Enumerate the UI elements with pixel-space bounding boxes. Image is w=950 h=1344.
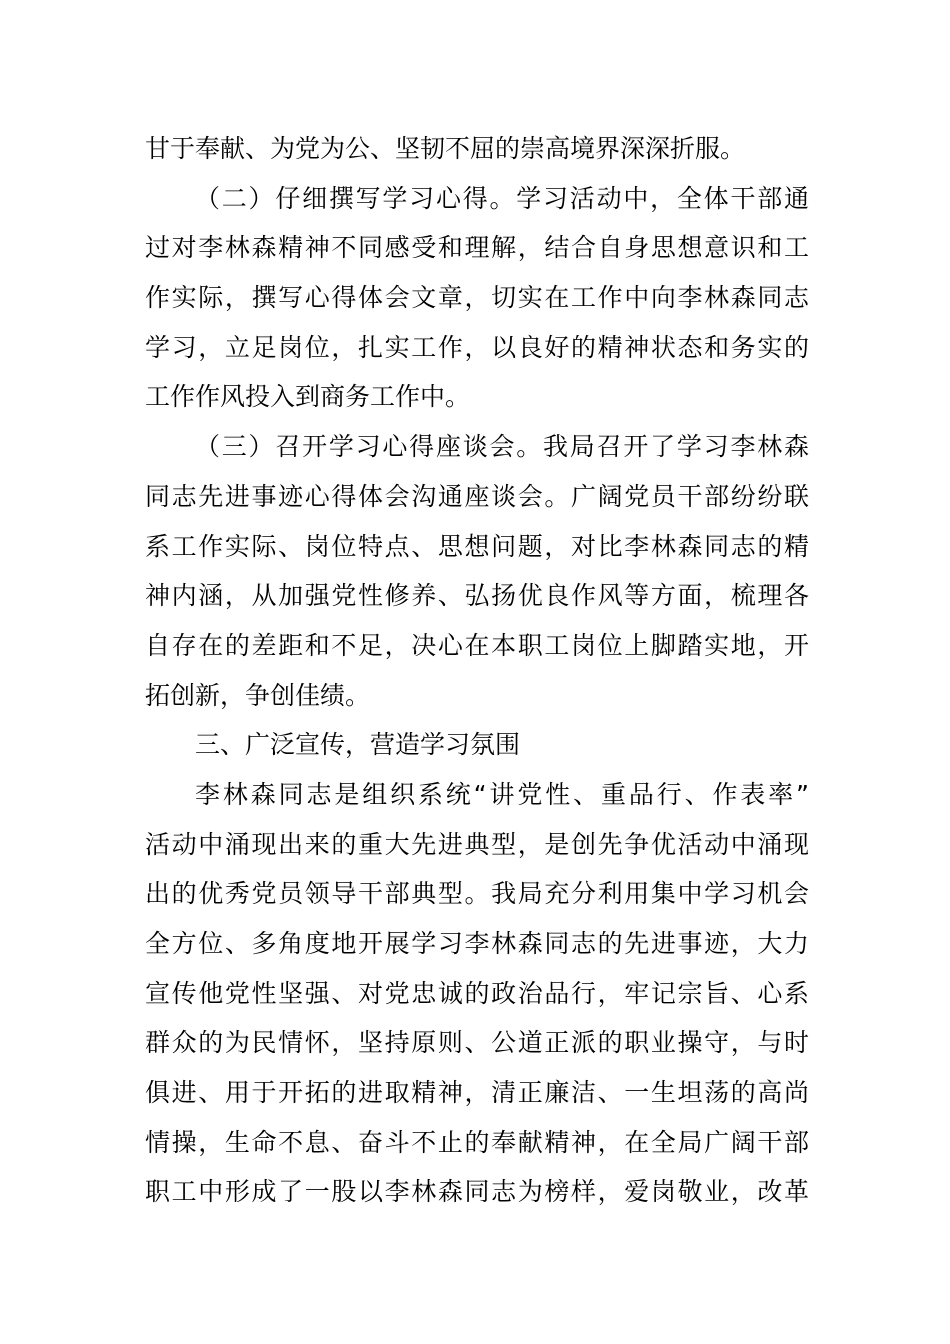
section-heading: 三、广泛宣传，营造学习氛围 (195, 730, 521, 760)
text-line: 甘于奉献、为党为公、坚韧不屈的崇高境界深深折服。 (145, 134, 746, 163)
text-line: 拓创新，争创佳绩。 (145, 680, 371, 710)
text-line: 过对李林森精神不同感受和理解，结合自身思想意识和工 (145, 233, 809, 263)
document-body (145, 124, 809, 1217)
text-line: 情操，生命不息、奋斗不止的奉献精神，在全局广阔干部 (145, 1127, 809, 1157)
text-line: 系工作实际、岗位特点、思想问题，对比李林森同志的精 (145, 531, 809, 561)
text-line: 群众的为民情怀，坚持原则、公道正派的职业操守，与时 (145, 1028, 809, 1058)
text-line: 作实际，撰写心得体会文章，切实在工作中向李林森同志 (145, 283, 809, 313)
text-line: （三）召开学习心得座谈会。我局召开了学习李林森 (195, 432, 809, 462)
text-line: 自存在的差距和不足，决心在本职工岗位上脚踏实地，开 (145, 630, 809, 660)
text-line: 职工中形成了一股以李林森同志为榜样，爱岗敬业，改革 (145, 1177, 809, 1207)
text-line: 学习，立足岗位，扎实工作，以良好的精神状态和务实的 (145, 332, 809, 362)
text-line: 工作作风投入到商务工作中。 (145, 382, 471, 412)
text-line: 宣传他党性坚强、对党忠诚的政治品行，牢记宗旨、心系 (145, 978, 809, 1008)
text-line: 李林森同志是组织系统“讲党性、重品行、作表率” (195, 779, 809, 809)
text-line: 俱进、用于开拓的进取精神，清正廉洁、一生坦荡的高尚 (145, 1078, 809, 1108)
text-line: （二）仔细撰写学习心得。学习活动中，全体干部通 (195, 183, 809, 213)
text-line: 全方位、多角度地开展学习李林森同志的先进事迹，大力 (145, 929, 809, 958)
text-line: 活动中涌现出来的重大先进典型，是创先争优活动中涌现 (145, 829, 809, 859)
text-line: 出的优秀党员领导干部典型。我局充分利用集中学习机会 (145, 879, 809, 909)
text-line: 神内涵，从加强党性修养、弘扬优良作风等方面，梳理各 (145, 581, 809, 611)
text-line: 同志先进事迹心得体会沟通座谈会。广阔党员干部纷纷联 (145, 481, 809, 511)
